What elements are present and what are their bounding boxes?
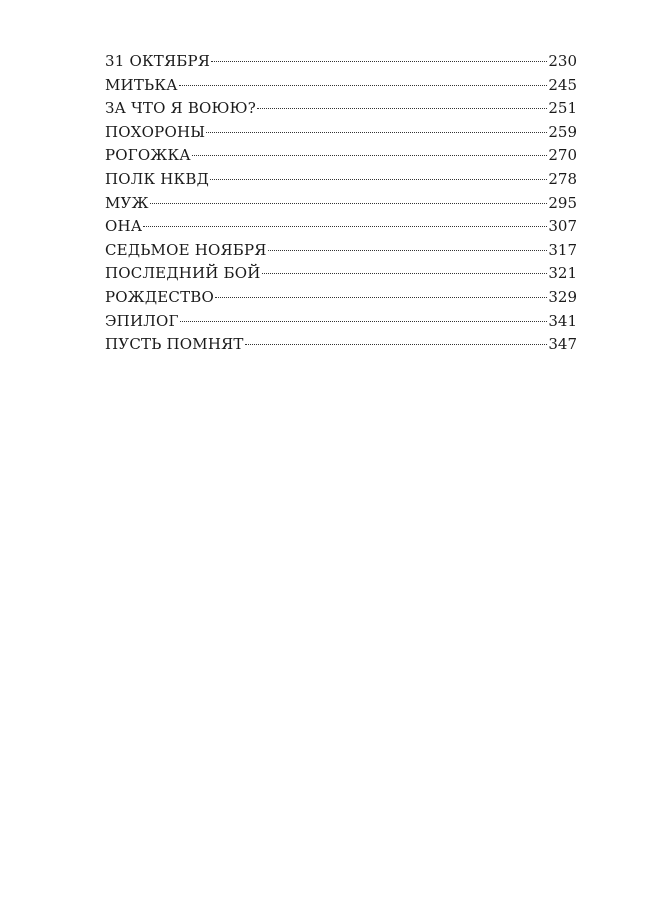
toc-entry-page: 230 xyxy=(548,52,577,70)
toc-entry-title: ЭПИЛОГ xyxy=(105,311,179,330)
toc-entry xyxy=(105,333,577,357)
dot-leader xyxy=(215,297,547,298)
toc-entry-title: ПОЛК НКВД xyxy=(105,169,209,188)
dot-leader xyxy=(245,344,548,345)
dot-leader xyxy=(262,273,548,274)
toc-entry-title: ПУСТЬ ПОМНЯТ xyxy=(105,335,244,354)
toc-entry-page: 347 xyxy=(548,335,577,354)
toc-entry-page: 295 xyxy=(548,193,577,212)
dot-leader xyxy=(150,203,548,204)
toc-entry-title: МУЖ xyxy=(105,193,149,212)
toc-entry-page: 251 xyxy=(548,99,577,118)
toc-entry xyxy=(105,192,577,216)
toc-entry-page: 321 xyxy=(548,264,577,283)
toc-entry-title: ОНА xyxy=(105,217,143,236)
toc-entry-title: МИТЬКА xyxy=(105,75,178,94)
toc-entry xyxy=(105,121,577,145)
dot-leader xyxy=(211,61,547,62)
toc-entry-title: ПОСЛЕДНИЙ БОЙ xyxy=(105,264,261,283)
toc-entry xyxy=(105,74,577,98)
toc-entry xyxy=(105,310,577,334)
toc-entry xyxy=(105,239,577,263)
dot-leader xyxy=(192,155,548,156)
toc-entry xyxy=(105,215,577,239)
dot-leader xyxy=(210,179,547,180)
dot-leader xyxy=(180,321,548,322)
toc-entry-page: 270 xyxy=(548,146,577,165)
toc-entry xyxy=(105,286,577,310)
dot-leader xyxy=(268,250,548,251)
toc-entry-title: ЗА ЧТО Я ВОЮЮ? xyxy=(105,99,256,118)
toc-entry xyxy=(105,50,577,74)
toc-entry-page: 278 xyxy=(548,169,577,188)
dot-leader xyxy=(206,132,547,133)
toc-entry-title: СЕДЬМОЕ НОЯБРЯ xyxy=(105,240,267,259)
dot-leader xyxy=(179,85,548,86)
toc-entry xyxy=(105,97,577,121)
toc-entry-title: РОГОЖКА xyxy=(105,146,191,165)
toc-entry-title: ПОХОРОНЫ xyxy=(105,122,206,141)
toc-entry-page: 259 xyxy=(548,122,577,141)
toc-entry-page: 329 xyxy=(548,287,577,306)
toc-entry xyxy=(105,168,577,192)
toc-entry-page: 307 xyxy=(548,217,577,236)
table-of-contents xyxy=(105,50,577,357)
toc-entry xyxy=(105,144,577,168)
dot-leader xyxy=(143,226,547,227)
dot-leader xyxy=(257,108,547,109)
toc-entry-page: 245 xyxy=(548,75,577,94)
toc-entry-page: 341 xyxy=(548,311,577,330)
toc-entry-title: 31 ОКТЯБРЯ xyxy=(105,52,211,70)
toc-entry xyxy=(105,262,577,286)
toc-entry-title: РОЖДЕСТВО xyxy=(105,287,214,306)
toc-entry-page: 317 xyxy=(548,240,577,259)
